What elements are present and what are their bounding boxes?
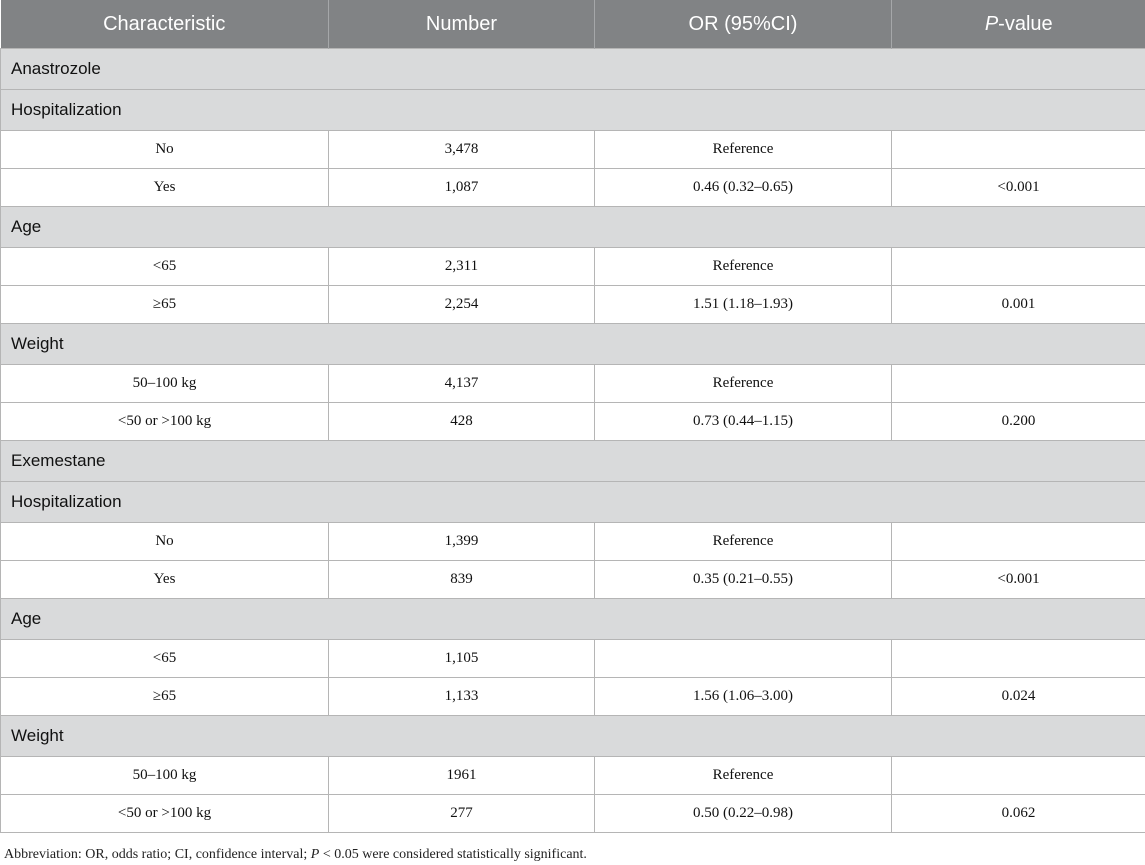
cell-characteristic: No bbox=[1, 131, 329, 169]
cell-characteristic: No bbox=[1, 523, 329, 561]
cell-or-ci: 0.46 (0.32–0.65) bbox=[595, 169, 892, 207]
cell-or-ci: Reference bbox=[595, 757, 892, 795]
cell-or-ci: 0.73 (0.44–1.15) bbox=[595, 403, 892, 441]
table-footnote bbox=[4, 847, 587, 863]
cell-p-value: 0.062 bbox=[892, 795, 1145, 833]
header-p-italic: P bbox=[984, 12, 999, 35]
header-p-value bbox=[892, 0, 1145, 49]
drug-group-label: Exemestane bbox=[1, 441, 1145, 482]
cell-or-ci: 0.50 (0.22–0.98) bbox=[595, 795, 892, 833]
table-row bbox=[1, 131, 1145, 169]
cell-number: 1,105 bbox=[329, 640, 595, 678]
cell-number: 1,399 bbox=[329, 523, 595, 561]
cell-number: 1961 bbox=[329, 757, 595, 795]
cell-p-value bbox=[892, 365, 1145, 403]
cell-characteristic: 50–100 kg bbox=[1, 757, 329, 795]
header-characteristic: Characteristic bbox=[1, 0, 329, 49]
cell-or-ci: Reference bbox=[595, 248, 892, 286]
section-label: Hospitalization bbox=[1, 90, 1145, 131]
header-or-ci: OR (95%CI) bbox=[595, 0, 892, 49]
cell-p-value bbox=[892, 131, 1145, 169]
cell-or-ci: Reference bbox=[595, 131, 892, 169]
section-row bbox=[1, 599, 1145, 640]
cell-number: 839 bbox=[329, 561, 595, 599]
cell-characteristic: Yes bbox=[1, 169, 329, 207]
cell-or-ci bbox=[595, 640, 892, 678]
cell-characteristic: ≥65 bbox=[1, 286, 329, 324]
table-row bbox=[1, 286, 1145, 324]
table-row bbox=[1, 757, 1145, 795]
footnote-text-after: < 0.05 were considered statistically significant. bbox=[319, 847, 587, 862]
cell-number: 428 bbox=[329, 403, 595, 441]
drug-group-label: Anastrozole bbox=[1, 49, 1145, 90]
section-label: Age bbox=[1, 599, 1145, 640]
table-row bbox=[1, 523, 1145, 561]
cell-characteristic: 50–100 kg bbox=[1, 365, 329, 403]
cell-number: 3,478 bbox=[329, 131, 595, 169]
cell-characteristic: ≥65 bbox=[1, 678, 329, 716]
header-number: Number bbox=[329, 0, 595, 49]
table-row bbox=[1, 169, 1145, 207]
cell-number: 277 bbox=[329, 795, 595, 833]
cell-p-value bbox=[892, 640, 1145, 678]
cell-number: 2,311 bbox=[329, 248, 595, 286]
header-p-rest: -value bbox=[998, 12, 1053, 35]
header-row bbox=[1, 0, 1145, 49]
section-label: Weight bbox=[1, 324, 1145, 365]
table-row bbox=[1, 678, 1145, 716]
section-label: Hospitalization bbox=[1, 482, 1145, 523]
cell-p-value bbox=[892, 523, 1145, 561]
table-row bbox=[1, 403, 1145, 441]
drug-group-row bbox=[1, 441, 1145, 482]
cell-characteristic: Yes bbox=[1, 561, 329, 599]
section-label: Age bbox=[1, 207, 1145, 248]
section-row bbox=[1, 716, 1145, 757]
cell-or-ci: Reference bbox=[595, 365, 892, 403]
table-body bbox=[1, 49, 1145, 833]
cell-p-value: <0.001 bbox=[892, 561, 1145, 599]
cell-p-value bbox=[892, 248, 1145, 286]
table-header bbox=[1, 0, 1145, 49]
cell-number: 4,137 bbox=[329, 365, 595, 403]
cell-or-ci: 1.56 (1.06–3.00) bbox=[595, 678, 892, 716]
footnote-p-italic: P bbox=[310, 847, 320, 862]
drug-group-row bbox=[1, 49, 1145, 90]
cell-or-ci: Reference bbox=[595, 523, 892, 561]
cell-p-value: 0.024 bbox=[892, 678, 1145, 716]
table-row bbox=[1, 640, 1145, 678]
table-row bbox=[1, 561, 1145, 599]
cell-p-value: 0.200 bbox=[892, 403, 1145, 441]
section-row bbox=[1, 90, 1145, 131]
cell-number: 1,087 bbox=[329, 169, 595, 207]
table-row bbox=[1, 365, 1145, 403]
cell-characteristic: <65 bbox=[1, 640, 329, 678]
table-row bbox=[1, 795, 1145, 833]
cell-number: 2,254 bbox=[329, 286, 595, 324]
cell-or-ci: 0.35 (0.21–0.55) bbox=[595, 561, 892, 599]
cell-p-value: <0.001 bbox=[892, 169, 1145, 207]
cell-characteristic: <50 or >100 kg bbox=[1, 403, 329, 441]
footnote-text-before: Abbreviation: OR, odds ratio; CI, confidence interval; bbox=[4, 847, 311, 862]
cell-number: 1,133 bbox=[329, 678, 595, 716]
cell-p-value: 0.001 bbox=[892, 286, 1145, 324]
section-row bbox=[1, 324, 1145, 365]
section-row bbox=[1, 207, 1145, 248]
cell-or-ci: 1.51 (1.18–1.93) bbox=[595, 286, 892, 324]
table-row bbox=[1, 248, 1145, 286]
cell-characteristic: <65 bbox=[1, 248, 329, 286]
cell-characteristic: <50 or >100 kg bbox=[1, 795, 329, 833]
section-label: Weight bbox=[1, 716, 1145, 757]
cell-p-value bbox=[892, 757, 1145, 795]
section-row bbox=[1, 482, 1145, 523]
